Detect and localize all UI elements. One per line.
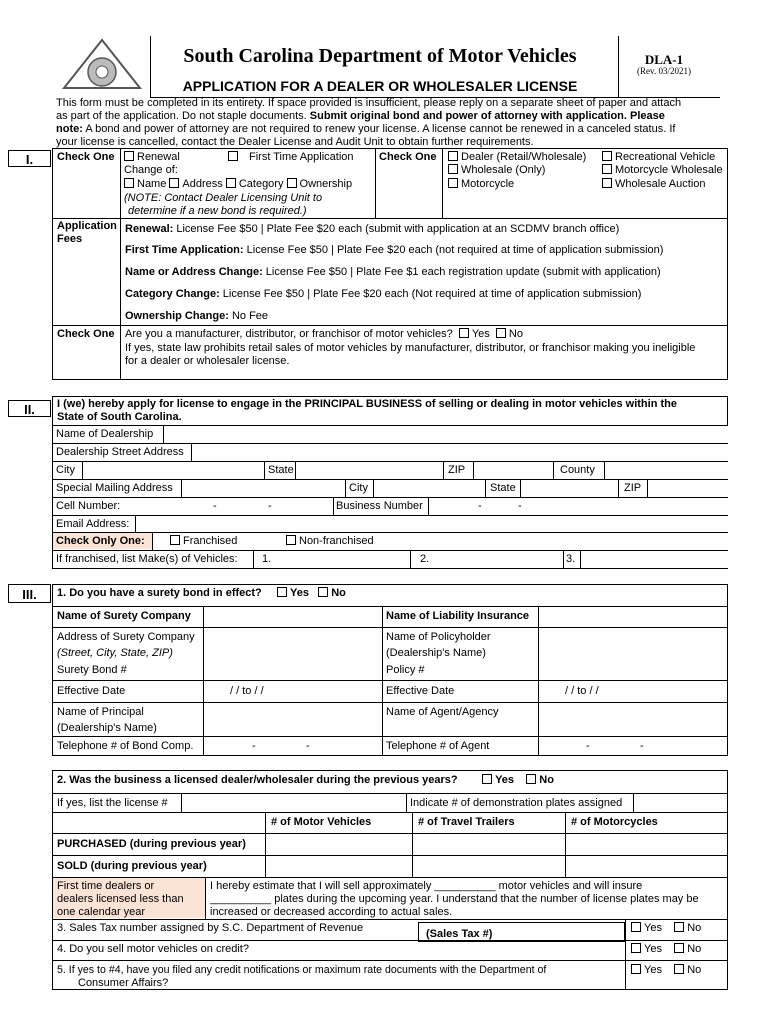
dash: -: [213, 500, 217, 512]
first-time-dealers-label: one calendar year: [57, 906, 146, 918]
col-motorcycles: # of Motorcycles: [571, 816, 658, 828]
purchased-mc-input[interactable]: [566, 834, 727, 854]
address-change-checkbox[interactable]: [169, 178, 179, 188]
renewal-checkbox[interactable]: [124, 151, 134, 161]
section-2-title: I (we) hereby apply for license to engage in the PRINCIPAL BUSINESS of selling or dealing in motor vehicles within the: [57, 398, 677, 410]
surety-bond-question: 1. Do you have a surety bond in effect? Yes No: [57, 587, 346, 599]
effective-date-label: Effective Date: [57, 685, 126, 697]
principal-hint: (Dealership's Name): [57, 722, 157, 734]
dash: -: [268, 500, 272, 512]
dash: -: [252, 740, 256, 752]
wholesale-auction-option[interactable]: Wholesale Auction: [602, 178, 706, 191]
motorcycle-option[interactable]: Motorcycle: [448, 178, 514, 191]
form-revision: (Rev. 03/2021): [637, 66, 691, 76]
section-label: II.: [24, 402, 35, 417]
purchased-mv-input[interactable]: [266, 834, 411, 854]
ownership-change-checkbox[interactable]: [287, 178, 297, 188]
policy-number-input[interactable]: [539, 663, 727, 679]
rv-checkbox[interactable]: [602, 151, 612, 161]
sold-row-label: SOLD (during previous year): [57, 860, 207, 872]
sold-mv-input[interactable]: [266, 856, 411, 876]
sales-tax-hint: (Sales Tax #): [426, 928, 493, 940]
check-one-label: Check One: [379, 151, 437, 163]
sales-tax-yes-checkbox[interactable]: [631, 922, 641, 932]
application-fees-label: Fees: [57, 233, 83, 245]
credit-options: Yes No: [631, 943, 701, 956]
sales-tax-options: Yes No: [631, 922, 701, 935]
demo-plates-label: Indicate # of demonstration plates assigned: [410, 797, 623, 809]
agent-phone-label: Telephone # of Agent: [386, 740, 490, 752]
consumer-affairs-yes-checkbox[interactable]: [631, 964, 641, 974]
agent-label: Name of Agent/Agency: [386, 706, 499, 718]
cell-number-label: Cell Number:: [56, 500, 121, 512]
sales-tax-question: 3. Sales Tax number assigned by S.C. Department of Revenue: [57, 922, 364, 934]
mfr-no-checkbox[interactable]: [496, 328, 506, 338]
bond-note: determine if a new bond is required.): [128, 205, 307, 217]
change-of-label: Change of:: [124, 164, 178, 176]
zip-label: ZIP: [448, 464, 466, 476]
cell-number-input[interactable]: [150, 498, 330, 514]
col-motor-vehicles: # of Motor Vehicles: [271, 816, 372, 828]
dash: -: [518, 500, 522, 512]
estimate-statement: increased or decreased according to actual sales.: [210, 906, 453, 918]
make-3-label: 3.: [566, 553, 576, 565]
renewal-option[interactable]: Renewal: [124, 151, 180, 164]
consumer-affairs-question: 5. If yes to #4, have you filed any credit notifications or maximum rate documents with the Department of: [57, 964, 547, 976]
fee-renewal: Renewal: License Fee $50 | Plate Fee $20 each (submit with application at an SCDMV branch office): [125, 223, 620, 235]
mc-wholesale-option[interactable]: Motorcycle Wholesale: [602, 164, 723, 177]
policyholder-hint: (Dealership's Name): [386, 647, 486, 659]
make-1-label: 1.: [262, 553, 272, 565]
dealer-checkbox[interactable]: [448, 151, 458, 161]
estimate-statement: I hereby estimate that I will sell approximately __________ motor vehicles and will insure: [210, 880, 643, 892]
consumer-affairs-options: Yes No: [631, 964, 701, 977]
demo-plates-input[interactable]: [634, 794, 727, 811]
application-fees-label: Application: [57, 220, 117, 232]
first-time-dealers-label: dealers licensed less than: [57, 893, 184, 905]
make-3-input[interactable]: [581, 551, 726, 567]
check-only-one-label: Check Only One:: [56, 535, 145, 547]
manufacturer-question: Are you a manufacturer, distributor, or franchisor of motor vehicles? Yes No: [125, 328, 523, 340]
bond-note: (NOTE: Contact Dealer Licensing Unit to: [124, 192, 323, 204]
email-input[interactable]: [136, 516, 726, 531]
wholesale-only-option[interactable]: Wholesale (Only): [448, 164, 545, 177]
previous-years-question: 2. Was the business a licensed dealer/wholesaler during the previous years? Yes No: [57, 774, 554, 786]
zip-input[interactable]: [474, 462, 552, 478]
manufacturer-note: If yes, state law prohibits retail sales of motor vehicles by manufacturer, distributor, or franchisor making you ineligible: [125, 342, 696, 354]
franchised-checkbox[interactable]: [170, 535, 180, 545]
estimate-statement: __________ plates during the upcoming year. I understand that the number of license plates may be: [210, 893, 699, 905]
surety-bond-number-input[interactable]: [204, 663, 381, 679]
mfr-yes-checkbox[interactable]: [459, 328, 469, 338]
make-1-input[interactable]: [275, 551, 407, 567]
consumer-affairs-no-checkbox[interactable]: [674, 964, 684, 974]
mailing-address-label: Special Mailing Address: [56, 482, 173, 494]
makes-label: If franchised, list Make(s) of Vehicles:: [56, 553, 238, 565]
dash: -: [586, 740, 590, 752]
liability-insurance-input[interactable]: [539, 607, 727, 626]
business-number-label: Business Number: [336, 500, 423, 512]
mailing-zip-input[interactable]: [648, 480, 726, 496]
city-label: City: [56, 464, 75, 476]
sales-tax-no-checkbox[interactable]: [674, 922, 684, 932]
credit-yes-checkbox[interactable]: [631, 943, 641, 953]
check-one-label: Check One: [57, 328, 115, 340]
surety-address-input[interactable]: [204, 628, 381, 662]
credit-question: 4. Do you sell motor vehicles on credit?: [57, 943, 249, 955]
surety-yes-checkbox[interactable]: [277, 587, 287, 597]
state-label: State: [268, 464, 294, 476]
intro-line-4: your license is cancelled, contact the Dealer License and Audit Unit to obtain further requirements.: [56, 136, 534, 148]
check-one-label: Check One: [57, 151, 115, 163]
name-of-dealership-label: Name of Dealership: [56, 428, 154, 440]
state-input[interactable]: [296, 462, 442, 478]
liability-insurance-label: Name of Liability Insurance: [386, 610, 530, 622]
surety-address-hint: (Street, City, State, ZIP): [57, 647, 173, 659]
section-label: III.: [22, 587, 37, 602]
make-2-label: 2.: [420, 553, 430, 565]
purchased-row-label: PURCHASED (during previous year): [57, 838, 246, 850]
intro-line-3: note: A bond and power of attorney are not required to renew your license. A license cannot be renewed in a canceled status. If: [56, 123, 676, 135]
email-label: Email Address:: [56, 518, 130, 530]
intro-line-1: This form must be completed in its entirety. If space provided is insufficient, please reply on a separate sheet of paper and attach: [56, 97, 682, 109]
franchised-option[interactable]: Franchised: [170, 535, 237, 548]
surety-company-input[interactable]: [204, 607, 381, 626]
first-time-option[interactable]: First Time Application: [228, 151, 354, 164]
fee-ownership: Ownership Change: No Fee: [125, 310, 269, 322]
license-number-label: If yes, list the license #: [57, 797, 168, 809]
purchased-tt-input[interactable]: [413, 834, 564, 854]
wholesale-auction-checkbox[interactable]: [602, 178, 612, 188]
form-id: DLA-1: [644, 52, 684, 67]
rv-option[interactable]: Recreational Vehicle: [602, 151, 715, 164]
effective-date-label: Effective Date: [386, 685, 455, 697]
scdmv-logo: [56, 36, 148, 96]
surety-address-label: Address of Surety Company: [57, 631, 195, 643]
business-number-input[interactable]: [429, 498, 726, 514]
policy-effective-date-input[interactable]: / / to / /: [565, 685, 599, 697]
section-label: I.: [25, 152, 34, 167]
agent-input[interactable]: [539, 703, 727, 735]
dash: -: [640, 740, 644, 752]
manufacturer-note: for a dealer or wholesaler license.: [125, 355, 290, 367]
dealership-name-input[interactable]: [164, 427, 726, 442]
state-label: State: [490, 482, 516, 494]
fee-category: Category Change: License Fee $50 | Plate Fee $20 each (Not required at time of application submission): [125, 288, 642, 300]
page-title: South Carolina Department of Motor Vehicles: [183, 45, 577, 67]
dealer-option[interactable]: Dealer (Retail/Wholesale): [448, 151, 586, 164]
dash: -: [478, 500, 482, 512]
mc-wholesale-checkbox[interactable]: [602, 164, 612, 174]
first-time-dealers-label: First time dealers or: [57, 880, 155, 892]
prev-yes-checkbox[interactable]: [482, 774, 492, 784]
policyholder-label: Name of Policyholder: [386, 631, 491, 643]
mailing-state-input[interactable]: [521, 480, 617, 496]
make-2-input[interactable]: [433, 551, 561, 567]
principal-input[interactable]: [204, 703, 381, 735]
principal-label: Name of Principal: [57, 706, 144, 718]
consumer-affairs-question: Consumer Affairs?: [78, 977, 169, 989]
nonfranchised-checkbox[interactable]: [286, 535, 296, 545]
fee-name-address: Name or Address Change: License Fee $50 | Plate Fee $1 each registration update (submit with application): [125, 266, 661, 278]
surety-bond-number-label: Surety Bond #: [57, 664, 127, 676]
sold-tt-input[interactable]: [413, 856, 564, 876]
fee-first-time: First Time Application: License Fee $50 | Plate Fee $20 each (not required at time of application submission): [125, 244, 664, 256]
county-label: County: [560, 464, 595, 476]
city-input[interactable]: [83, 462, 263, 478]
change-options: Name Address Category Ownership: [124, 178, 352, 191]
county-input[interactable]: [605, 462, 726, 478]
mailing-address-input[interactable]: [182, 480, 344, 496]
category-change-checkbox[interactable]: [226, 178, 236, 188]
wholesale-only-checkbox[interactable]: [448, 164, 458, 174]
bond-company-phone-label: Telephone # of Bond Comp.: [57, 740, 194, 752]
prev-no-checkbox[interactable]: [526, 774, 536, 784]
zip-label: ZIP: [624, 482, 642, 494]
page-subtitle: APPLICATION FOR A DEALER OR WHOLESALER LICENSE: [182, 78, 578, 94]
dash: -: [306, 740, 310, 752]
surety-company-label: Name of Surety Company: [57, 610, 191, 622]
surety-no-checkbox[interactable]: [318, 587, 328, 597]
street-address-label: Dealership Street Address: [56, 446, 184, 458]
license-number-input[interactable]: [182, 794, 405, 811]
policy-number-label: Policy #: [386, 664, 425, 676]
intro-line-2: as part of the application. Do not staple documents. Submit original bond and power of attorney with application. Please: [56, 110, 665, 122]
policyholder-input[interactable]: [539, 628, 727, 662]
city-label: City: [349, 482, 368, 494]
section-2-title: State of South Carolina.: [57, 411, 182, 423]
name-change-checkbox[interactable]: [124, 178, 134, 188]
mailing-city-input[interactable]: [374, 480, 484, 496]
motorcycle-checkbox[interactable]: [448, 178, 458, 188]
first-time-checkbox[interactable]: [228, 151, 238, 161]
credit-no-checkbox[interactable]: [674, 943, 684, 953]
nonfranchised-option[interactable]: Non-franchised: [286, 535, 374, 548]
street-address-input[interactable]: [192, 444, 726, 460]
col-travel-trailers: # of Travel Trailers: [418, 816, 515, 828]
bond-effective-date-input[interactable]: / / to / /: [230, 685, 264, 697]
sold-mc-input[interactable]: [566, 856, 727, 876]
